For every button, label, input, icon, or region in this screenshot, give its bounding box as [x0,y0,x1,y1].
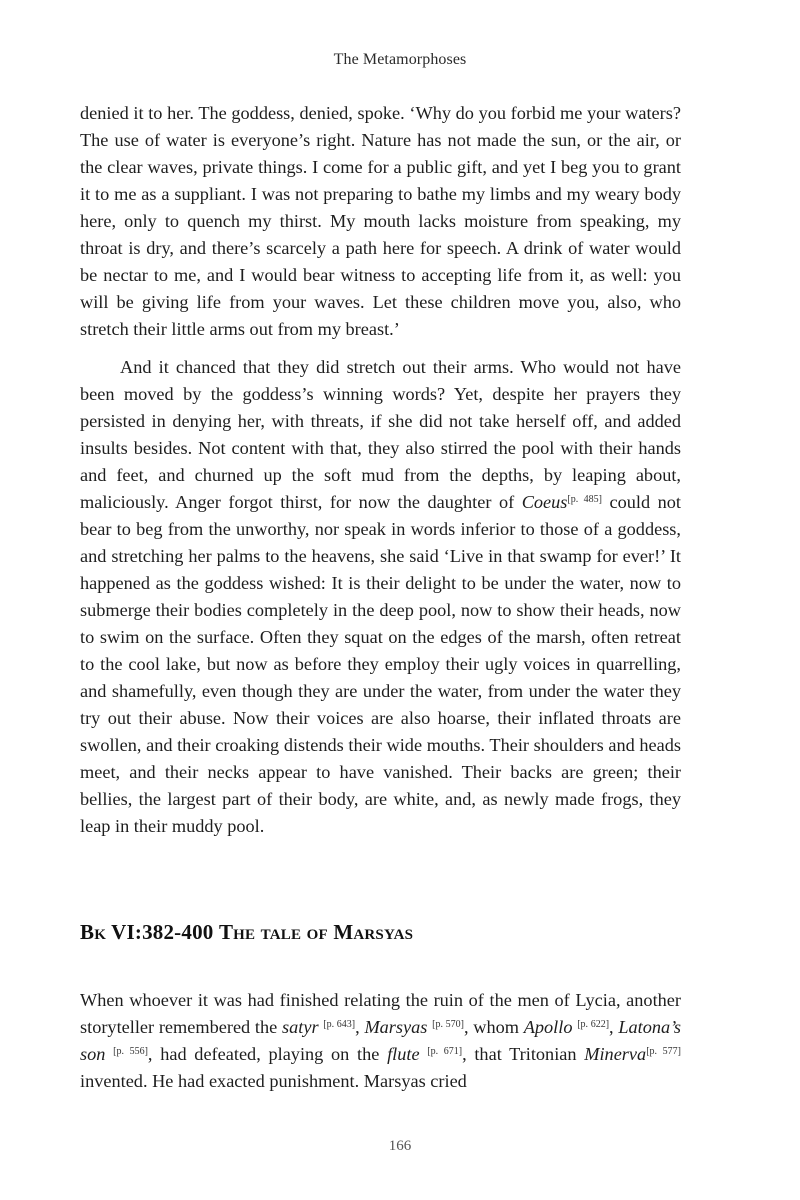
page-ref-minerva[interactable]: [p. 577] [646,1046,681,1057]
comma: , [609,1017,614,1037]
link-coeus[interactable]: Coeus [521,492,568,512]
page-number: 166 [388,1138,412,1154]
comma: , [355,1017,360,1037]
section-heading [80,920,700,945]
section-title: The tale of Marsyas [218,920,414,944]
paragraph-text: , whom [463,1017,519,1037]
paragraph-text: And it chanced that they did stretch out their arms. Who would not have been moved by the goddess’s winning words? Yet, despite her prayers they persisted in denying her, with threats, if she did not take herself off, and added insults besides. Not content with that, they also stirred the pool with their hands and feet, and churned up the soft mud from the depths, by leaping about, maliciously. Anger forgot thirst, for now the daughter of [80,357,681,512]
page-ref-marsyas[interactable]: [p. 570] [432,1019,464,1030]
page-ref-flute[interactable]: [p. 671] [427,1046,463,1057]
paragraph-frogs [80,354,681,840]
marsyas-text-block [80,987,681,1095]
paragraph-text: , had defeated, playing on the [147,1044,380,1064]
section-ref: Bk VI:382-400 [80,920,214,944]
link-latona-son[interactable]: Latona’s son [80,1017,681,1064]
paragraph-latona-speech: denied it to her. The goddess, denied, spoke. ‘Why do you forbid me your waters? The use of water is everyone’s right. Nature has not made the sun, or the air, or the clear waves, private things. I come for a public gift, and yet I beg you to grant it to me as a suppliant. I was not preparing to bathe my limbs and my weary body here, only to quench my thirst. My mouth lacks moisture from speaking, my throat is dry, and there’s scarcely a path here for speech. A drink of water would be nectar to me, and I would bear witness to accepting life from it, as well: you will be giving life from your waves. Let these children move you, also, who stretch their little arms out from my breast.’ [80,103,681,339]
page-ref-latona-son[interactable]: [p. 556] [113,1046,148,1057]
page-ref-apollo[interactable]: [p. 622] [577,1019,610,1030]
link-flute[interactable]: flute [387,1044,420,1064]
paragraph-text: , that Tritonian [462,1044,577,1064]
main-text-block [80,100,681,840]
link-marsyas[interactable]: Marsyas [364,1017,428,1037]
link-satyr[interactable]: satyr [282,1017,319,1037]
page-ref-coeus[interactable]: [p. 485] [567,494,602,505]
paragraph-text: could not bear to beg from the unworthy, nor speak in words inferior to those of a goddess, and stretching her palms to the heavens, she said ‘Live in that swamp for ever!’ It happened as the goddess wished: It is their delight to be under the water, now to submerge their bodies completely in the deep pool, now to show their heads, now to swim on the surface. Often they squat on the edges of the marsh, often retreat to the cool lake, but now as before they employ their ugly voices in quarrelling, and shamefully, even though they are under the water, from under the water they try out their abuse. Now their voices are also hoarse, their inflated throats are swollen, and their croaking distends their wide mouths. Their shoulders and heads meet, and their necks appear to have vanished. Their backs are green; their bellies, the largest part of their body, are white, and, as newly made frogs, they leap in their muddy pool. [80,492,681,836]
paragraph-text: invented. He had exacted punishment. Marsyas cried [80,1071,467,1091]
paragraph-marsyas [80,987,681,1095]
link-minerva[interactable]: Minerva [584,1044,647,1064]
running-header: The Metamorphoses [333,51,467,68]
page-ref-satyr[interactable]: [p. 643] [323,1019,356,1030]
paragraph-text: When whoever it was had finished relating the ruin of the men of Lycia, another storyteller remembered the [80,990,681,1037]
link-apollo[interactable]: Apollo [523,1017,573,1037]
